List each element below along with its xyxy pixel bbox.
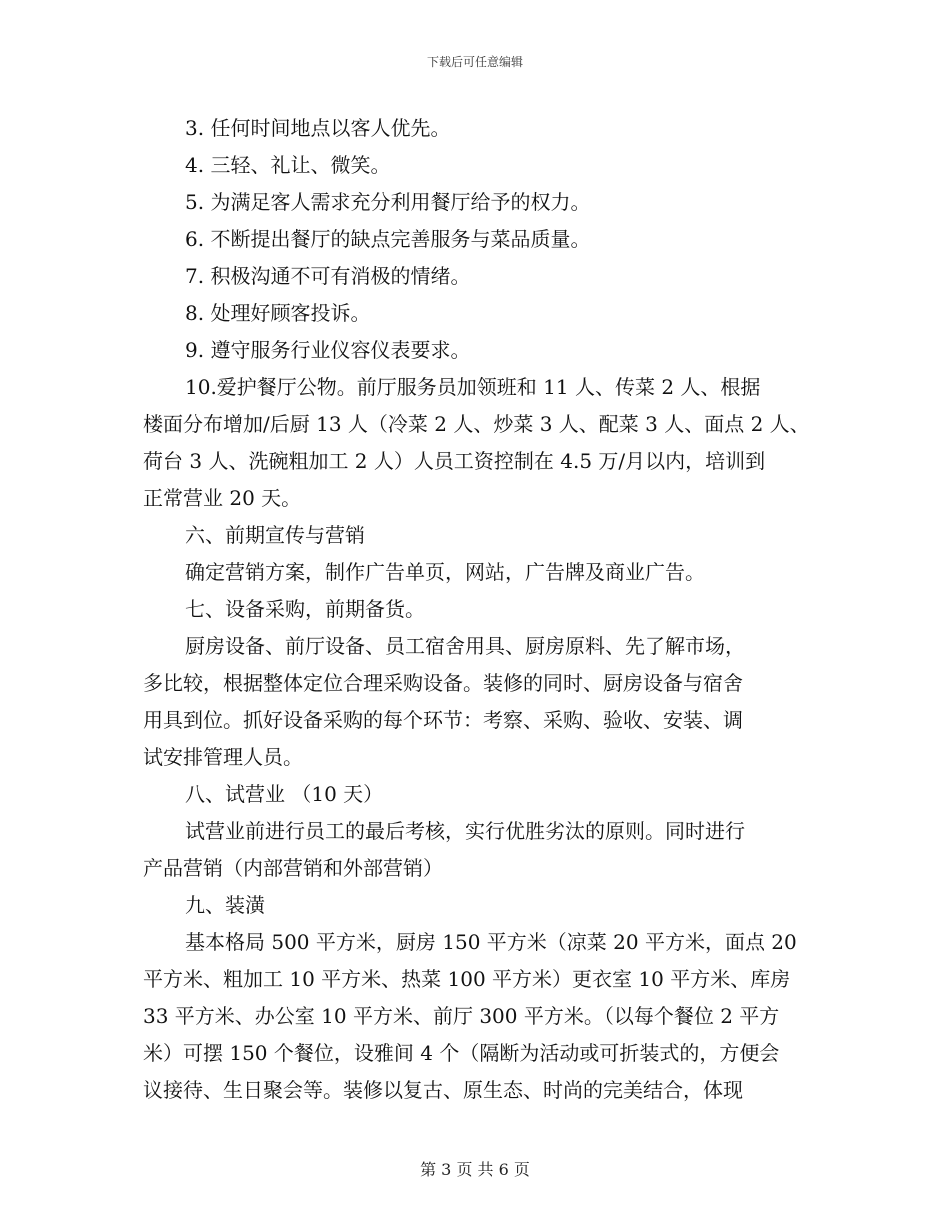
text-line: 用具到位。抓好设备采购的每个环节：考察、采购、验收、安装、调 xyxy=(143,708,743,732)
text-line: 8. 处理好顾客投诉。 xyxy=(185,301,371,325)
text-line: 7. 积极沟通不可有消极的情绪。 xyxy=(185,264,471,288)
page-header: 下载后可任意编辑 xyxy=(426,55,523,69)
text-line: 6. 不断提出餐厅的缺点完善服务与菜品质量。 xyxy=(185,227,591,251)
text-line: 楼面分布增加/后厨 13 人（冷菜 2 人、炒菜 3 人、配菜 3 人、面点 2 人、 xyxy=(143,412,810,436)
text-line: 5. 为满足客人需求充分利用餐厅给予的权力。 xyxy=(185,190,591,214)
document-body xyxy=(143,110,815,1109)
text-line: 厨房设备、前厅设备、员工宿舍用具、厨房原料、先了解市场， xyxy=(185,634,745,658)
text-line: 4. 三轻、礼让、微笑。 xyxy=(185,153,391,177)
text-line: 3. 任何时间地点以客人优先。 xyxy=(185,116,451,140)
text-line: 米）可摆 150 个餐位，设雅间 4 个（隔断为活动或可折装式的，方便会 xyxy=(143,1041,780,1065)
text-line: 基本格局 500 平方米，厨房 150 平方米（凉菜 20 平方米，面点 20 xyxy=(185,930,797,954)
text-line: 七、设备采购，前期备货。 xyxy=(185,597,425,621)
text-line: 九、装潢 xyxy=(185,893,265,917)
text-line: 正常营业 20 天。 xyxy=(143,486,302,510)
text-line: 产品营销（内部营销和外部营销） xyxy=(143,856,443,880)
text-line: 试安排管理人员。 xyxy=(143,745,303,769)
text-line: 确定营销方案，制作广告单页，网站，广告牌及商业广告。 xyxy=(185,560,705,584)
text-line: 六、前期宣传与营销 xyxy=(185,523,365,547)
text-line: 荷台 3 人、洗碗粗加工 2 人）人员工资控制在 4.5 万/月以内，培训到 xyxy=(143,449,766,473)
text-line: 多比较，根据整体定位合理采购设备。装修的同时、厨房设备与宿舍 xyxy=(143,671,743,695)
text-line: 10.爱护餐厅公物。前厅服务员加领班和 11 人、传菜 2 人、根据 xyxy=(185,375,761,399)
text-line: 八、试营业 （10 天） xyxy=(185,782,384,806)
text-line: 平方米、粗加工 10 平方米、热菜 100 平方米）更衣室 10 平方米、库房 xyxy=(143,967,791,991)
text-line: 33 平方米、办公室 10 平方米、前厅 300 平方米。（以每个餐位 2 平方 xyxy=(143,1004,780,1028)
page-footer: 第 3 页 共 6 页 xyxy=(420,1160,530,1179)
text-line: 9. 遵守服务行业仪容仪表要求。 xyxy=(185,338,471,362)
text-line: 议接待、生日聚会等。装修以复古、原生态、时尚的完美结合，体现 xyxy=(143,1078,743,1102)
text-line: 试营业前进行员工的最后考核，实行优胜劣汰的原则。同时进行 xyxy=(185,819,745,843)
